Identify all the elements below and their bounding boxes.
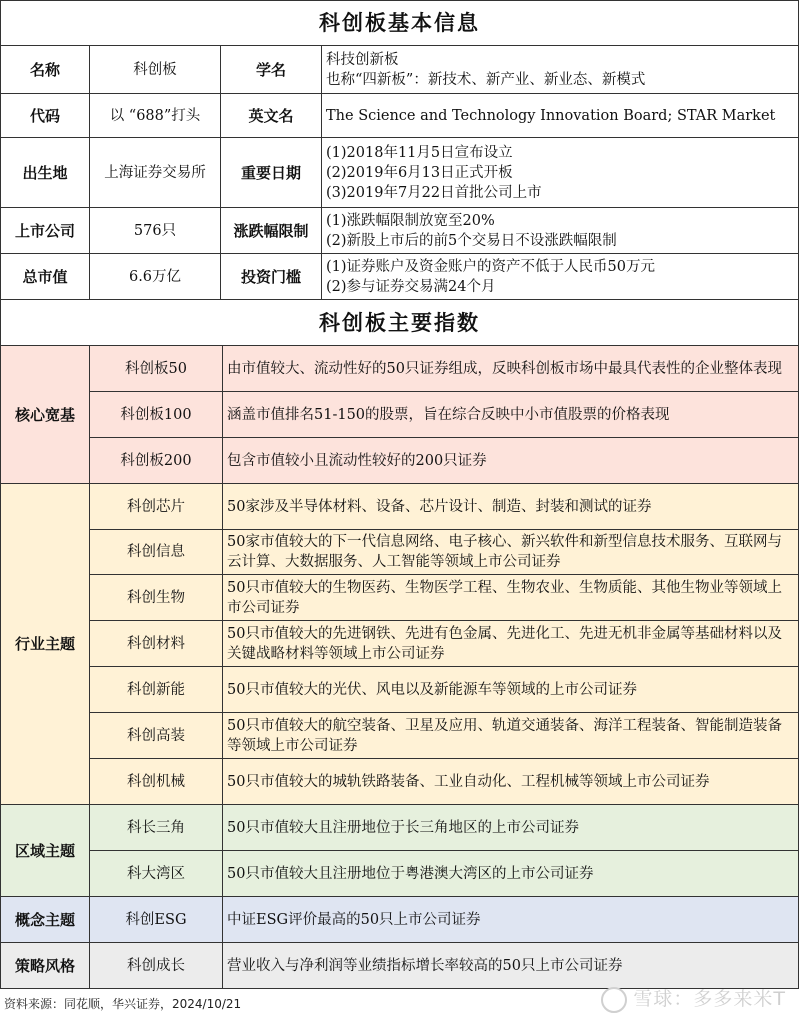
index-name: 科创板100 xyxy=(90,392,223,438)
index-desc: 50家涉及半导体材料、设备、芯片设计、制造、封装和测试的证券 xyxy=(223,484,799,530)
index-desc: 包含市值较小且流动性较好的200只证券 xyxy=(223,438,799,484)
indices-table xyxy=(0,299,799,989)
index-desc: 50只市值较大的先进钢铁、先进有色金属、先进化工、先进无机非金属等基础材料以及关键战略材料等领域上市公司证券 xyxy=(223,621,799,667)
index-name: 科创ESG xyxy=(90,897,223,943)
label-price-limit: 涨跌幅限制 xyxy=(221,208,322,254)
value-english-name: The Science and Technology Innovation Board; STAR Market xyxy=(322,94,799,138)
indices-title: 科创板主要指数 xyxy=(1,300,799,346)
basic-row xyxy=(1,254,799,300)
value-name: 科创板 xyxy=(90,46,221,94)
table-row xyxy=(1,713,799,759)
label-english-name: 英文名 xyxy=(221,94,322,138)
category-regional-theme: 区域主题 xyxy=(1,805,90,897)
value-code: 以 “688”打头 xyxy=(90,94,221,138)
table-row xyxy=(1,759,799,805)
index-desc: 50只市值较大的航空装备、卫星及应用、轨道交通装备、海洋工程装备、智能制造装备等领域上市公司证券 xyxy=(223,713,799,759)
label-code: 代码 xyxy=(1,94,90,138)
value-price-limit: (1)涨跌幅限制放宽至20% (2)新股上市后的前5个交易日不设涨跌幅限制 xyxy=(322,208,799,254)
index-name: 科长三角 xyxy=(90,805,223,851)
table-row xyxy=(1,484,799,530)
index-desc: 50只市值较大的生物医药、生物医学工程、生物农业、生物质能、其他生物业等领域上市公司证券 xyxy=(223,575,799,621)
label-key-dates: 重要日期 xyxy=(221,138,322,208)
basic-row xyxy=(1,208,799,254)
category-core-broad: 核心宽基 xyxy=(1,346,90,484)
index-name: 科创板50 xyxy=(90,346,223,392)
index-desc: 涵盖市值排名51-150的股票，旨在综合反映中小市值股票的价格表现 xyxy=(223,392,799,438)
index-name: 科创芯片 xyxy=(90,484,223,530)
category-concept-theme: 概念主题 xyxy=(1,897,90,943)
index-desc: 50只市值较大且注册地位于粤港澳大湾区的上市公司证券 xyxy=(223,851,799,897)
table-row xyxy=(1,943,799,989)
table-row xyxy=(1,851,799,897)
index-name: 科创信息 xyxy=(90,530,223,575)
index-name: 科创新能 xyxy=(90,667,223,713)
basic-row xyxy=(1,46,799,94)
table-row xyxy=(1,805,799,851)
table-row xyxy=(1,897,799,943)
basic-info-table xyxy=(0,0,799,300)
table-row xyxy=(1,346,799,392)
label-market-cap: 总市值 xyxy=(1,254,90,300)
index-name: 科创机械 xyxy=(90,759,223,805)
label-name: 名称 xyxy=(1,46,90,94)
value-scientific-name: 科技创新板 也称“四新板”：新技术、新产业、新业态、新模式 xyxy=(322,46,799,94)
label-birthplace: 出生地 xyxy=(1,138,90,208)
table-row xyxy=(1,667,799,713)
value-investment-threshold: (1)证券账户及资金账户的资产不低于人民币50万元 (2)参与证券交易满24个月 xyxy=(322,254,799,300)
index-name: 科创成长 xyxy=(90,943,223,989)
index-desc: 中证ESG评价最高的50只上市公司证券 xyxy=(223,897,799,943)
value-birthplace: 上海证券交易所 xyxy=(90,138,221,208)
index-desc: 50只市值较大的城轨铁路装备、工业自动化、工程机械等领域上市公司证券 xyxy=(223,759,799,805)
label-investment-threshold: 投资门槛 xyxy=(221,254,322,300)
basic-row xyxy=(1,138,799,208)
label-listed-companies: 上市公司 xyxy=(1,208,90,254)
basic-info-title: 科创板基本信息 xyxy=(1,1,799,46)
value-market-cap: 6.6万亿 xyxy=(90,254,221,300)
value-listed-companies: 576只 xyxy=(90,208,221,254)
index-name: 科创高装 xyxy=(90,713,223,759)
basic-row xyxy=(1,94,799,138)
table-row xyxy=(1,392,799,438)
table-row xyxy=(1,621,799,667)
index-name: 科创材料 xyxy=(90,621,223,667)
index-name: 科大湾区 xyxy=(90,851,223,897)
watermark-text: 雪球：多多来米T xyxy=(633,988,786,1010)
snowball-logo-icon xyxy=(601,987,627,1013)
index-desc: 50只市值较大且注册地位于长三角地区的上市公司证券 xyxy=(223,805,799,851)
index-desc: 50家市值较大的下一代信息网络、电子核心、新兴软件和新型信息技术服务、互联网与云计算、大数据服务、人工智能等领域上市公司证券 xyxy=(223,530,799,575)
index-desc: 50只市值较大的光伏、风电以及新能源车等领域的上市公司证券 xyxy=(223,667,799,713)
category-industry-theme: 行业主题 xyxy=(1,484,90,805)
table-row xyxy=(1,530,799,575)
index-desc: 由市值较大、流动性好的50只证券组成，反映科创板市场中最具代表性的企业整体表现 xyxy=(223,346,799,392)
category-strategy-style: 策略风格 xyxy=(1,943,90,989)
index-desc: 营业收入与净利润等业绩指标增长率较高的50只上市公司证券 xyxy=(223,943,799,989)
index-name: 科创生物 xyxy=(90,575,223,621)
watermark xyxy=(601,984,786,1013)
source-note: 资料来源：同花顺，华兴证券，2024/10/21 xyxy=(4,997,242,1011)
table-row xyxy=(1,575,799,621)
table-row xyxy=(1,438,799,484)
label-scientific-name: 学名 xyxy=(221,46,322,94)
value-key-dates: (1)2018年11月5日宣布设立 (2)2019年6月13日正式开板 (3)2019年7月22日首批公司上市 xyxy=(322,138,799,208)
index-name: 科创板200 xyxy=(90,438,223,484)
